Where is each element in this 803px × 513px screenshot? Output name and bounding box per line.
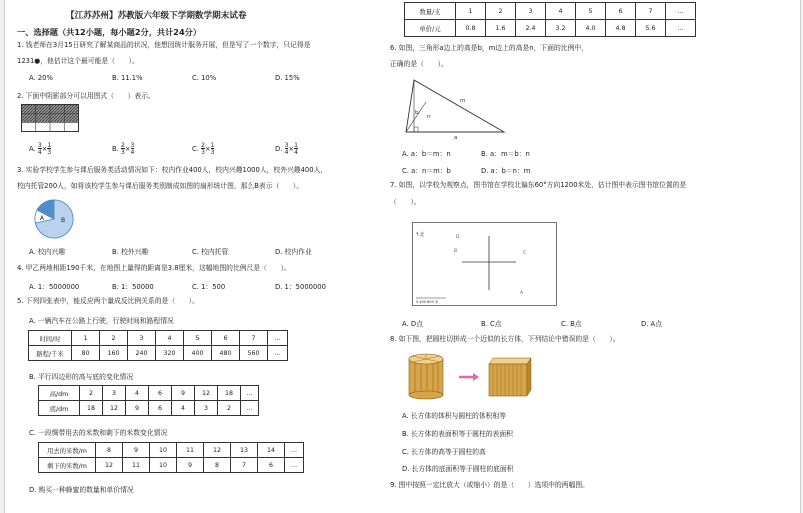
q5-option-d[interactable]: D. 购买一种蜂蜜的数量和单价情况 — [29, 486, 134, 494]
q5-option-b[interactable]: B. 平行四边形的高与底的变化情况 — [29, 373, 134, 381]
q1-option-c[interactable]: C. 10% — [192, 74, 217, 82]
table-row: 数量/支 1 2 3 4 5 6 7 … — [405, 3, 696, 20]
q8-option-a[interactable]: A. 长方体的体积与圆柱的体积相等 — [402, 412, 507, 420]
q3-option-d[interactable]: D. 校内作业 — [275, 248, 312, 256]
label-a: a — [454, 135, 458, 140]
table-row: 用去的米数/m 8 9 10 11 12 13 14 … — [39, 443, 304, 458]
table-row: 时间/时 1 2 3 4 5 6 7 … — [29, 331, 288, 346]
map-scale: 0 400 800 米 — [416, 300, 439, 304]
label-n: n — [427, 114, 431, 120]
q8-cylinder-to-cuboid-figure — [403, 350, 535, 402]
q9-text: 9. 图中按照一定比放大（或缩小）的是（ ）选项中的两幅图。 — [390, 481, 589, 489]
q5-option-a[interactable]: A. 一辆汽车在公路上行驶，行驶时间和路程情况 — [29, 317, 174, 325]
q3-option-c[interactable]: C. 校内托管 — [192, 248, 229, 256]
label-m: m — [460, 98, 466, 104]
q3-option-b[interactable]: B. 校外兴趣 — [112, 248, 149, 256]
q4-option-a[interactable]: A. 1：5000000 — [29, 283, 80, 291]
q7-text-1: 7. 如图，以学校为观察点，图书馆在学校北偏东60°方向1200米处，估计图中表示图书馆位置的是 — [390, 181, 687, 189]
q5-table-d — [404, 2, 696, 37]
q2-option-d[interactable]: D. $\frac{3}{4}\times\frac{1}{4}$ — [275, 142, 298, 156]
q8-option-c[interactable]: C. 长方体的高等于圆柱的高 — [402, 448, 486, 456]
q4-text: 4. 甲乙两地相距190千米，在地图上量得的距离是3.8厘米，这幅地图的比例尺是（ ）。 — [17, 264, 291, 272]
q7-option-c[interactable]: C. B点 — [561, 320, 582, 328]
q2-option-c[interactable]: C. $\frac{2}{3}\times\frac{1}{3}$ — [192, 142, 215, 156]
arrow-right-icon — [473, 373, 479, 381]
point-a: A — [520, 291, 524, 296]
table-row: 高/dm 2 3 4 6 9 12 18 … — [39, 386, 259, 401]
q2-option-b[interactable]: B. $\frac{2}{3}\times\frac{3}{4}$ — [112, 142, 135, 156]
point-c: C — [523, 251, 527, 256]
q7-text-2: （ ）。 — [390, 198, 421, 206]
q2-option-a[interactable]: A. $\frac{3}{4}\times\frac{1}{3}$ — [29, 142, 52, 156]
pie-label-a: A — [40, 215, 45, 222]
q3-option-a[interactable]: A. 校内兴趣 — [29, 248, 66, 256]
q3-text-1: 3. 实验学校学生参与课后服务类活动情况如下：校内作业400人，校内兴趣1000人，校外兴趣400人， — [17, 166, 328, 174]
q6-option-c[interactable]: C. a：n＝m：b — [402, 167, 451, 175]
q1-option-d[interactable]: D. 15% — [275, 74, 300, 82]
exam-page — [4, 0, 801, 513]
q6-option-b[interactable]: B. a：m＝b：n — [481, 150, 530, 158]
q1-option-b[interactable]: B. 11.1% — [112, 74, 143, 82]
q6-option-a[interactable]: A. a：b＝m：n — [402, 150, 451, 158]
q7-option-d[interactable]: D. A点 — [641, 320, 663, 328]
q1-text-2: 1231●，他估计这个最可能是（ ）。 — [17, 57, 139, 65]
section-heading: 一、选择题（共12小题，每小题2分，共计24分） — [17, 27, 202, 37]
q4-option-d[interactable]: D. 1：5000000 — [275, 283, 326, 291]
q2-shaded-rectangle-figure — [21, 104, 79, 132]
q6-option-d[interactable]: D. a：b＝n：m — [481, 167, 531, 175]
label-b: b — [415, 110, 419, 116]
pie-label-b: B — [61, 217, 66, 224]
q3-text-2: 校内托管200人，如将该校学生参与课后服务类别制成如图的扇形统计图，那么B表示（ ）。 — [17, 182, 304, 190]
q3-pie-chart — [33, 198, 75, 240]
q4-option-c[interactable]: C. 1：500 — [192, 283, 226, 291]
table-row: 剩下的米数/m 12 11 10 9 8 7 6 … — [39, 458, 304, 473]
q5-text: 5. 下列四张表中，能反应两个量成反比例关系的是（ ）。 — [17, 297, 199, 305]
q5-table-a — [28, 330, 288, 361]
q7-option-b[interactable]: B. C点 — [481, 320, 502, 328]
q8-option-d[interactable]: D. 长方体的底面积等于圆柱的底面积 — [402, 465, 514, 473]
q4-option-b[interactable]: B. 1：50000 — [112, 283, 154, 291]
q5-table-c — [38, 442, 304, 473]
q6-text-2: 正确的是（ ）。 — [390, 60, 448, 68]
q6-triangle-figure — [400, 74, 510, 140]
q6-text-1: 6. 如图，三角形a边上的高是b，m边上的高是n，下面的比例中， — [390, 44, 588, 52]
q2-text: 2. 下面中阴影部分可以用图式（ ）表示。 — [17, 92, 155, 100]
table-row: 路程/千米 80 160 240 320 400 480 560 … — [29, 346, 288, 361]
q7-position-map — [412, 222, 557, 306]
q1-option-a[interactable]: A. 20% — [29, 74, 53, 82]
table-row: 底/dm 18 12 9 6 4 3 2 … — [39, 401, 259, 416]
q1-text-1: 1. 钱老师在3月15日研究了解某商品的状况，他想因统计服务开展，但是写了一个数字，只记得是 — [17, 41, 311, 49]
q8-option-b[interactable]: B. 长方体的表面积等于圆柱的表面积 — [402, 430, 513, 438]
point-b: B — [454, 249, 458, 254]
q8-text: 8. 如下图，把圆柱切拼成一个近似的长方体，下列结论中错误的是（ ）。 — [390, 335, 620, 343]
north-arrow-icon: ↑北 — [415, 232, 425, 238]
point-d: D — [456, 235, 460, 240]
q7-option-a[interactable]: A. D点 — [402, 320, 423, 328]
q5-table-b — [38, 385, 259, 416]
q5-option-c[interactable]: C. 一段绸带用去的米数和剩下的米数变化情况 — [29, 429, 168, 437]
page-title: 【江苏苏州】苏教版六年级下学期数学期末试卷 — [66, 11, 247, 21]
table-row: 单价/元 0.8 1.6 2.4 3.2 4.0 4.8 5.6 … — [405, 20, 696, 37]
